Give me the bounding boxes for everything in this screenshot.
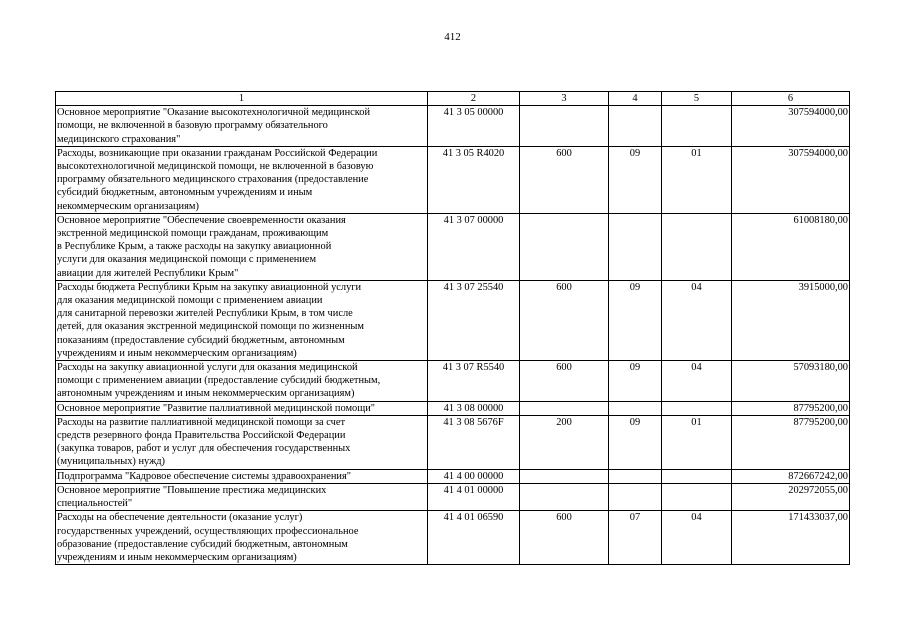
row-col5: 04 [662, 280, 732, 360]
row-col5 [662, 106, 732, 147]
row-name: Расходы, возникающие при оказании гражданам Российской Федерации высокотехнологичной медицинской помощи, не включенной в базовую программу обязательного медицинского страхования (предоставление субсидий бюджетным, автономным учреждениям и иным некоммерческим организациям) [56, 146, 428, 213]
row-col4: 09 [609, 415, 662, 469]
column-header-3: 3 [520, 92, 609, 106]
row-col5 [662, 401, 732, 415]
row-col4: 09 [609, 280, 662, 360]
row-col4: 09 [609, 361, 662, 402]
row-name: Основное мероприятие "Повышение престижа медицинских специальностей" [56, 483, 428, 510]
row-col5: 01 [662, 146, 732, 213]
row-name: Основное мероприятие "Развитие паллиативной медицинской помощи" [56, 401, 428, 415]
page-number: 412 [444, 31, 461, 43]
row-col4: 07 [609, 511, 662, 565]
row-amount: 202972055,00 [732, 483, 850, 510]
table-row [56, 213, 850, 280]
row-amount: 87795200,00 [732, 401, 850, 415]
table-row [56, 401, 850, 415]
column-header-5: 5 [662, 92, 732, 106]
row-col3: 600 [520, 146, 609, 213]
row-col3 [520, 483, 609, 510]
row-name: Основное мероприятие "Оказание высокотехнологичной медицинской помощи, не включенной в базовую программу обязательного медицинского страхования" [56, 106, 428, 147]
row-col5 [662, 213, 732, 280]
column-header-2: 2 [428, 92, 520, 106]
row-name: Расходы на развитие паллиативной медицинской помощи за счет средств резервного фонда Правительства Российской Федерации (закупка товаров, работ и услуг для обеспечения государственных (муниципальных) нужд) [56, 415, 428, 469]
row-col3: 600 [520, 511, 609, 565]
row-amount: 3915000,00 [732, 280, 850, 360]
row-amount: 61008180,00 [732, 213, 850, 280]
table-row [56, 483, 850, 510]
column-header-1: 1 [56, 92, 428, 106]
row-code: 41 3 05 00000 [428, 106, 520, 147]
row-amount: 171433037,00 [732, 511, 850, 565]
row-code: 41 3 07 00000 [428, 213, 520, 280]
row-col3: 600 [520, 361, 609, 402]
row-name: Расходы на закупку авиационной услуги для оказания медицинской помощи с применением авиации (предоставление субсидий бюджетным, автономным учреждениям и иным некоммерческим организациям) [56, 361, 428, 402]
row-amount: 57093180,00 [732, 361, 850, 402]
row-col3 [520, 469, 609, 483]
row-col3: 200 [520, 415, 609, 469]
budget-table [55, 91, 850, 565]
table-row [56, 511, 850, 565]
row-col5 [662, 483, 732, 510]
row-col4 [609, 213, 662, 280]
table-row [56, 146, 850, 213]
row-amount: 307594000,00 [732, 106, 850, 147]
row-name: Основное мероприятие "Обеспечение своевременности оказания экстренной медицинской помощи гражданам, проживающим в Республике Крым, а также расходы на закупку авиационной услуги для оказания медицинской помощи с применением авиации для жителей Республики Крым" [56, 213, 428, 280]
table-row [56, 280, 850, 360]
row-col5 [662, 469, 732, 483]
row-col5: 04 [662, 511, 732, 565]
row-col5: 04 [662, 361, 732, 402]
table-row [56, 106, 850, 147]
row-code: 41 3 08 00000 [428, 401, 520, 415]
row-col3: 600 [520, 280, 609, 360]
column-header-4: 4 [609, 92, 662, 106]
row-name: Подпрограмма "Кадровое обеспечение системы здравоохранения" [56, 469, 428, 483]
row-col4 [609, 483, 662, 510]
table-row [56, 361, 850, 402]
row-code: 41 4 00 00000 [428, 469, 520, 483]
row-code: 41 4 01 00000 [428, 483, 520, 510]
row-code: 41 3 05 R4020 [428, 146, 520, 213]
row-name: Расходы бюджета Республики Крым на закупку авиационной услуги для оказания медицинской помощи с применением авиации для санитарной перевозки жителей Республики Крым, в том числе детей, для оказания экстренной медицинской помощи по жизненным показаниям (предоставление субсидий бюджетным, автономным учреждениям и иным некоммерческим организациям) [56, 280, 428, 360]
row-amount: 307594000,00 [732, 146, 850, 213]
row-code: 41 3 07 25540 [428, 280, 520, 360]
row-col3 [520, 401, 609, 415]
row-col3 [520, 213, 609, 280]
column-header-6: 6 [732, 92, 850, 106]
row-col4 [609, 469, 662, 483]
row-amount: 87795200,00 [732, 415, 850, 469]
row-name: Расходы на обеспечение деятельности (оказание услуг) государственных учреждений, осуществляющих профессиональное образование (предоставление субсидий бюджетным, автономным учреждениям и иным некоммерческим организациям) [56, 511, 428, 565]
row-col4 [609, 106, 662, 147]
row-code: 41 4 01 06590 [428, 511, 520, 565]
row-amount: 872667242,00 [732, 469, 850, 483]
row-col4: 09 [609, 146, 662, 213]
row-col5: 01 [662, 415, 732, 469]
row-col4 [609, 401, 662, 415]
table-header-row [56, 92, 850, 106]
table-row [56, 415, 850, 469]
row-col3 [520, 106, 609, 147]
row-code: 41 3 08 5676F [428, 415, 520, 469]
table-row [56, 469, 850, 483]
row-code: 41 3 07 R5540 [428, 361, 520, 402]
